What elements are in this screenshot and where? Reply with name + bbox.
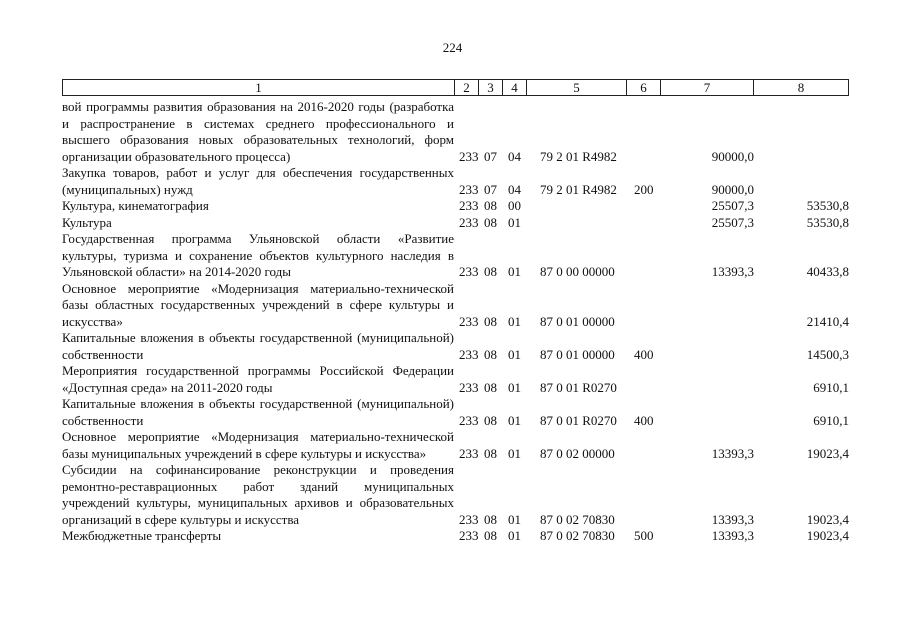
- subsection-code: 01: [508, 511, 521, 527]
- budget-table: [62, 99, 849, 545]
- section-code: 08: [484, 379, 497, 395]
- subsection-code: 01: [508, 412, 521, 428]
- amount-col-7: 13393,3: [711, 511, 754, 527]
- table-row: [62, 429, 849, 462]
- header-col-6: 6: [627, 80, 661, 95]
- header-col-2: 2: [455, 80, 479, 95]
- amount-col-8: 19023,4: [806, 511, 849, 527]
- header-col-8: 8: [797, 80, 805, 95]
- amount-col-7: 25507,3: [711, 214, 754, 230]
- table-row: [62, 215, 849, 232]
- page-number: 224: [442, 40, 463, 55]
- row-description: Закупка товаров, работ и услуг для обеспечения государственных (муниципальных) нужд: [62, 165, 454, 197]
- table-row: [62, 396, 849, 429]
- section-code: 08: [484, 198, 497, 213]
- subsection-code: 01: [508, 379, 521, 395]
- section-code: 08: [484, 528, 497, 543]
- table-row: [62, 231, 849, 281]
- header-col-3: 3: [479, 80, 503, 95]
- ministry-code: 233: [459, 181, 479, 197]
- section-code: 07: [484, 181, 497, 197]
- section-code: 08: [484, 313, 497, 329]
- header-col-4: 4: [503, 80, 527, 95]
- ministry-code: 233: [459, 346, 479, 362]
- amount-col-8: 53530,8: [806, 214, 849, 230]
- subsection-code: 01: [508, 313, 521, 329]
- target-article-code: 87 0 01 R0270: [540, 412, 617, 428]
- table-row: [62, 330, 849, 363]
- row-description: Основное мероприятие «Модернизация материально-технической базы областных государственных учреждений в сфере культуры и искусства»: [62, 280, 454, 329]
- ministry-code: 233: [459, 264, 479, 279]
- amount-col-8: 21410,4: [806, 313, 849, 329]
- subsection-code: 01: [508, 264, 521, 279]
- ministry-code: 233: [459, 511, 479, 527]
- subsection-code: 04: [508, 181, 521, 197]
- header-col-7: 7: [661, 80, 754, 95]
- target-article-code: 87 0 01 00000: [540, 313, 615, 329]
- table-row: [62, 281, 849, 331]
- target-article-code: 87 0 01 00000: [540, 346, 615, 362]
- target-article-code: 87 0 00 00000: [540, 264, 615, 279]
- subsection-code: 01: [508, 346, 521, 362]
- row-description: Капитальные вложения в объекты государственной (муниципальной) собственности: [62, 396, 454, 428]
- subsection-code: 00: [508, 198, 521, 213]
- expense-type-code: 200: [634, 181, 654, 197]
- target-article-code: 79 2 01 R4982: [540, 181, 617, 197]
- ministry-code: 233: [459, 412, 479, 428]
- table-row: [62, 528, 849, 545]
- amount-col-8: 19023,4: [806, 445, 849, 461]
- subsection-code: 01: [508, 445, 521, 461]
- row-description: Капитальные вложения в объекты государственной (муниципальной) собственности: [62, 330, 454, 362]
- section-code: 07: [484, 148, 497, 164]
- target-article-code: 87 0 01 R0270: [540, 379, 617, 395]
- expense-type-code: 400: [634, 346, 654, 362]
- table-header: [62, 79, 849, 96]
- amount-col-7: 90000,0: [711, 181, 754, 197]
- ministry-code: 233: [459, 214, 479, 230]
- amount-col-8: 53530,8: [806, 198, 849, 213]
- ministry-code: 233: [459, 379, 479, 395]
- expense-type-code: 400: [634, 412, 654, 428]
- table-row: [62, 363, 849, 396]
- section-code: 08: [484, 214, 497, 230]
- row-description: вой программы развития образования на 2016-2020 годы (разработка и распространение в системах среднего профессионального и высшего образования новых образовательных технологий, форм организации образовательного процесса): [62, 99, 454, 164]
- table-row: [62, 165, 849, 198]
- subsection-code: 04: [508, 148, 521, 164]
- ministry-code: 233: [459, 313, 479, 329]
- row-description: Культура: [62, 214, 112, 230]
- amount-col-7: 25507,3: [711, 198, 754, 213]
- row-description: Основное мероприятие «Модернизация материально-технической базы муниципальных учреждений в сфере культуры и искусства»: [62, 429, 454, 461]
- row-description: Культура, кинематография: [62, 198, 209, 213]
- ministry-code: 233: [459, 528, 479, 543]
- target-article-code: 87 0 02 70830: [540, 528, 615, 543]
- section-code: 08: [484, 511, 497, 527]
- target-article-code: 79 2 01 R4982: [540, 148, 617, 164]
- target-article-code: 87 0 02 70830: [540, 511, 615, 527]
- row-description: Государственная программа Ульяновской области «Развитие культуры, туризма и сохранение объектов культурного наследия в Ульяновской области» на 2014-2020 годы: [62, 231, 454, 279]
- amount-col-8: 6910,1: [813, 412, 849, 428]
- ministry-code: 233: [459, 445, 479, 461]
- subsection-code: 01: [508, 214, 521, 230]
- header-col-5: 5: [527, 80, 627, 95]
- amount-col-7: 13393,3: [711, 264, 754, 279]
- section-code: 08: [484, 346, 497, 362]
- amount-col-7: 90000,0: [711, 148, 754, 164]
- section-code: 08: [484, 445, 497, 461]
- table-row: [62, 99, 849, 165]
- row-description: Межбюджетные трансферты: [62, 528, 222, 543]
- ministry-code: 233: [459, 198, 479, 213]
- expense-type-code: 500: [634, 528, 654, 543]
- amount-col-7: 13393,3: [711, 528, 754, 543]
- amount-col-8: 6910,1: [813, 379, 849, 395]
- section-code: 08: [484, 412, 497, 428]
- subsection-code: 01: [508, 528, 521, 543]
- amount-col-7: 13393,3: [711, 445, 754, 461]
- amount-col-8: 19023,4: [806, 528, 849, 543]
- row-description: Субсидии на софинансирование реконструкции и проведения ремонтно-реставрационных работ зданий муниципальных учреждений культуры, муниципальных архивов и образовательных организаций в сфере культуры и искусства: [62, 462, 454, 527]
- row-description: Мероприятия государственной программы Российской Федерации «Доступная среда» на 2011-2020 годы: [62, 363, 454, 395]
- table-row: [62, 462, 849, 528]
- amount-col-8: 14500,3: [806, 346, 849, 362]
- amount-col-8: 40433,8: [806, 264, 849, 279]
- target-article-code: 87 0 02 00000: [540, 445, 615, 461]
- section-code: 08: [484, 264, 497, 279]
- header-col-1: 1: [63, 80, 455, 95]
- table-row: [62, 198, 849, 215]
- ministry-code: 233: [459, 148, 479, 164]
